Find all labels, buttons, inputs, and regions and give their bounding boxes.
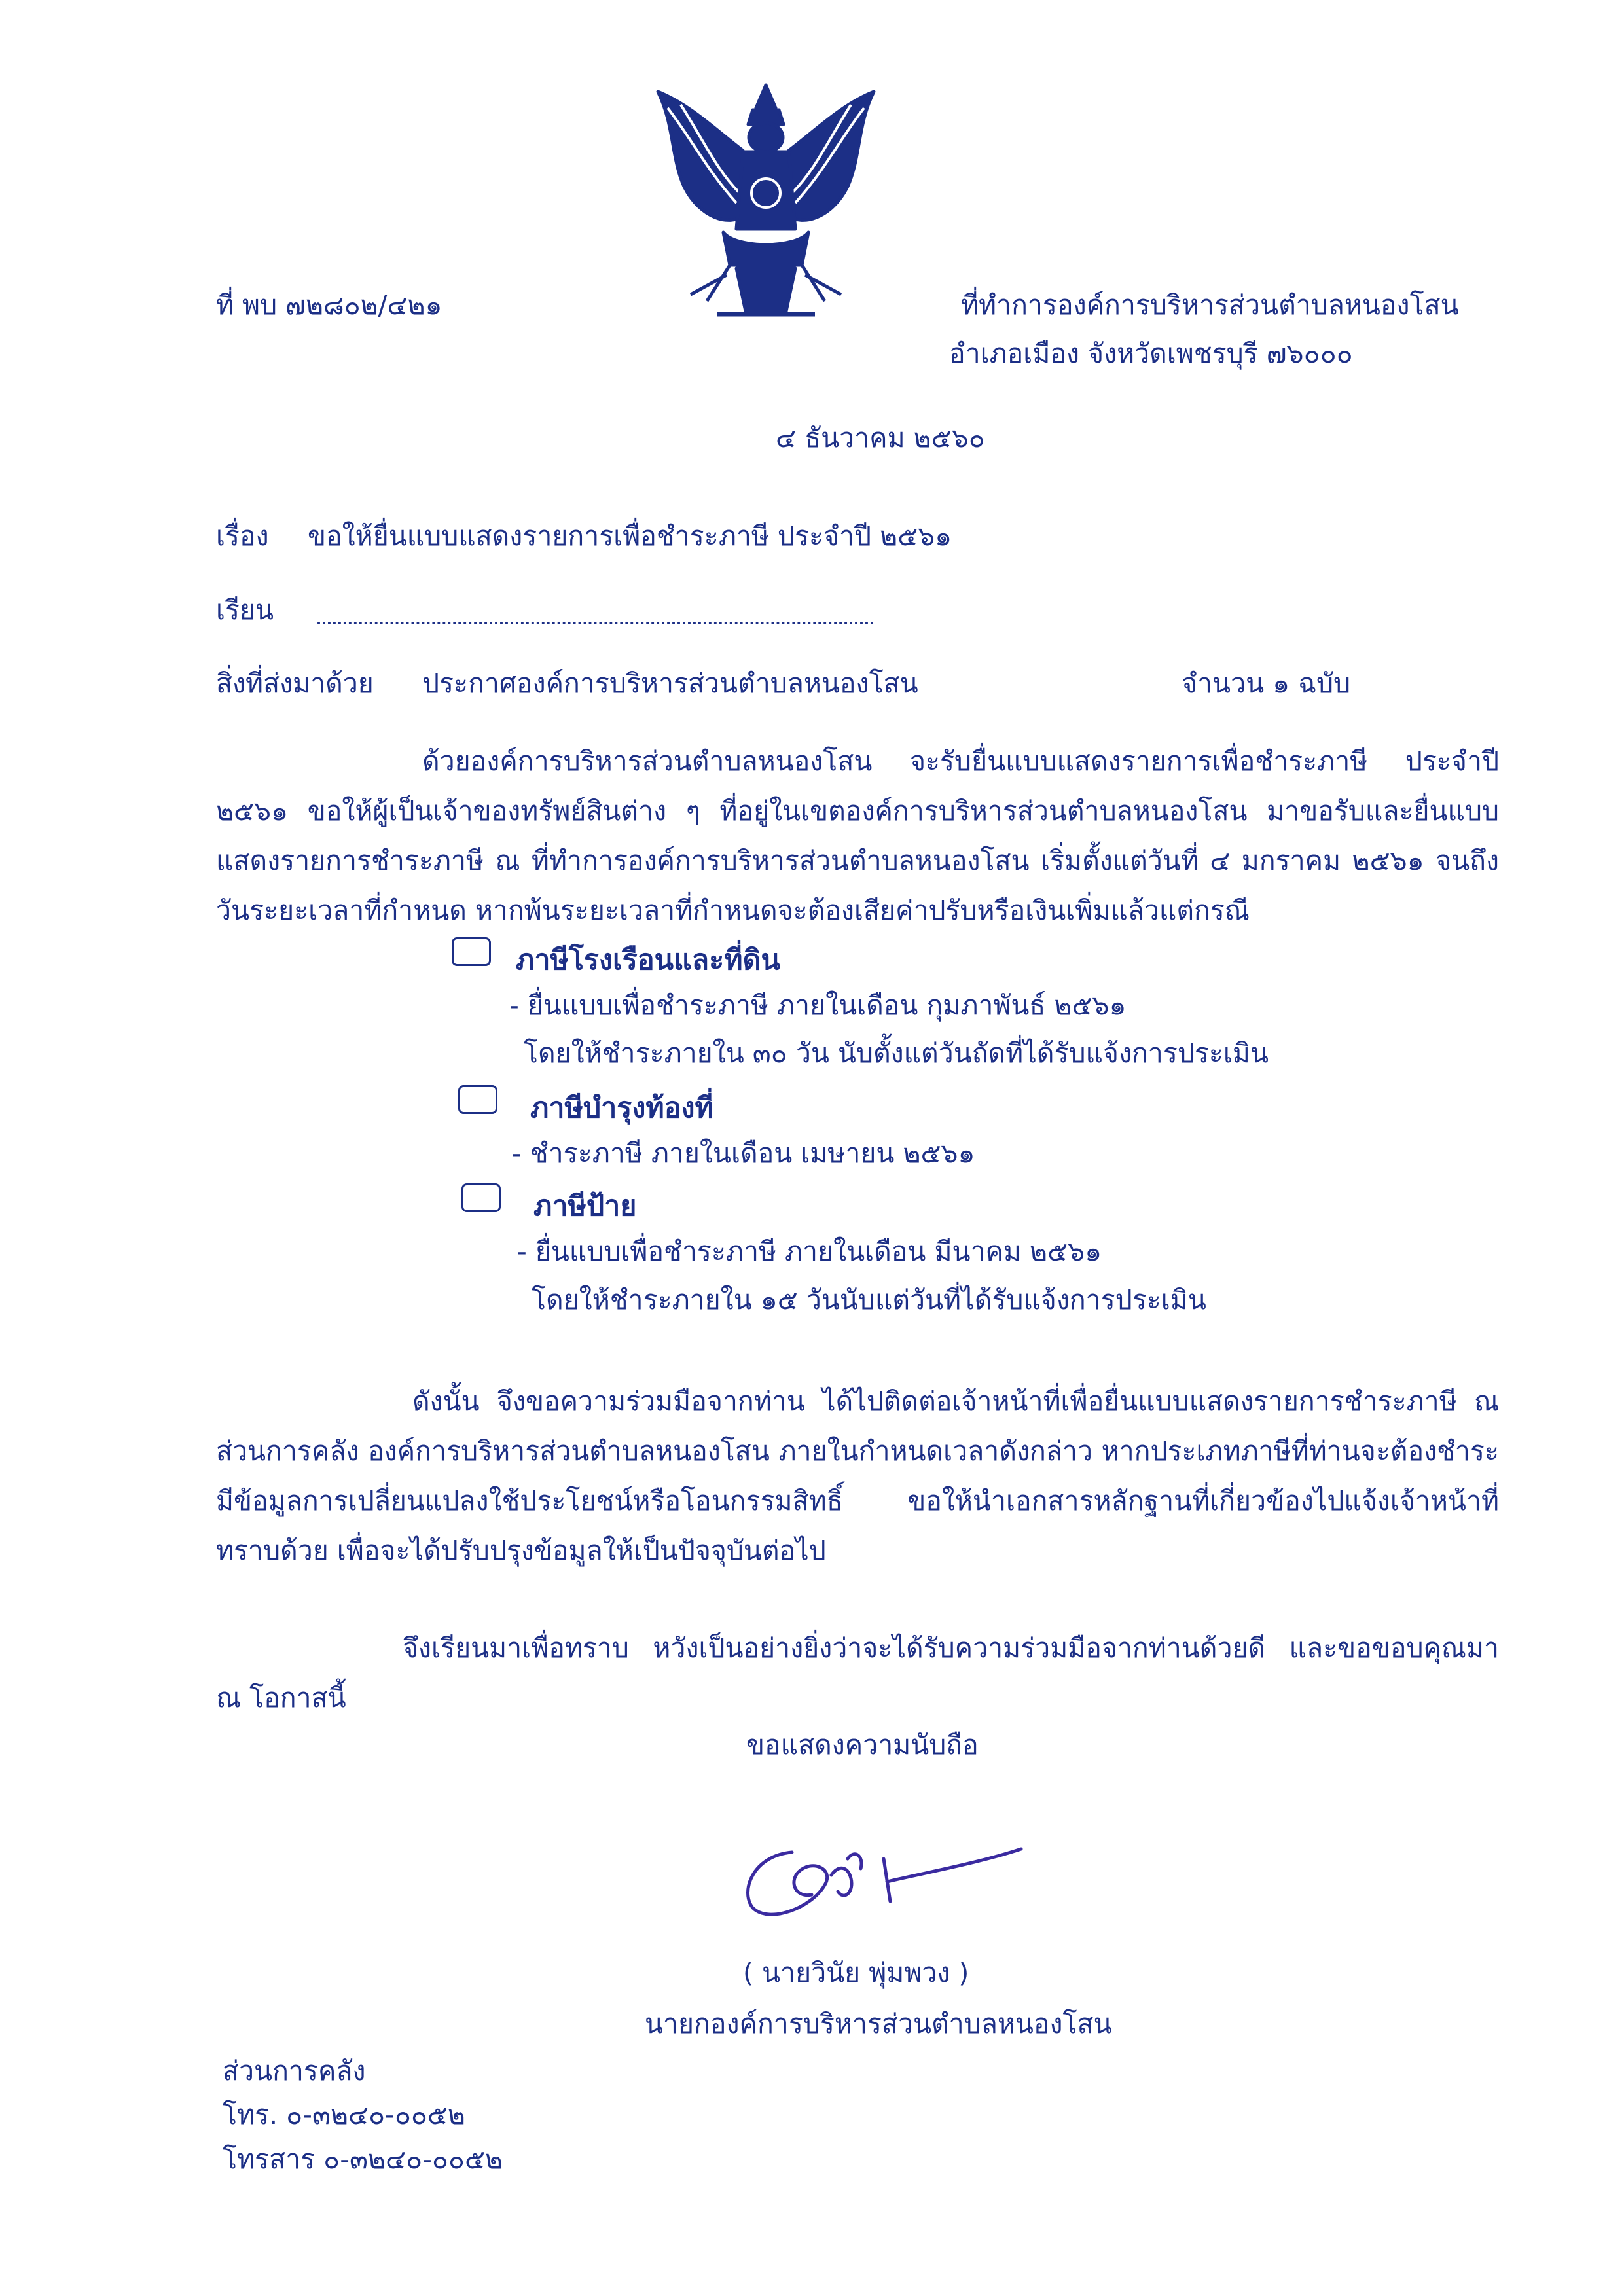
attachment-text: ประกาศองค์การบริหารส่วนตำบลหนองโสน — [422, 668, 918, 699]
garuda-emblem-icon — [645, 79, 887, 327]
body-paragraph-1: ด้วยองค์การบริหารส่วนตำบลหนองโสน จะรับยื่นแบบแสดงรายการเพื่อชำระภาษี ประจำปี ๒๕๖๑ ขอให้ผู้เป็นเจ้าของทรัพย์สินต่าง ๆ ที่อยู่ในเขตองค์การบริหารส่วนตำบลหนองโสน มาขอรับและยื่นแบบแสดงรายการชำระภาษี ณ ที่ทำการองค์การบริหารส่วนตำบลหนองโสน เริ่มตั้งแต่วันที่ ๔ มกราคม ๒๕๖๑ จนถึงวันระยะเวลาที่กำหนด หากพ้นระยะเวลาที่กำหนดจะต้องเสียค่าปรับหรือเงินเพิ่มแล้วแต่กรณี — [216, 745, 1499, 926]
recipient-blank-line — [317, 622, 874, 624]
tax-item-line: - ชำระภาษี ภายในเดือน เมษายน ๒๕๖๑ — [512, 1138, 975, 1169]
signer-name: ( นายวินัย พุ่มพวง ) — [743, 1957, 969, 1988]
checkbox-icon — [452, 937, 491, 966]
attachment-label: สิ่งที่ส่งมาด้วย — [216, 668, 374, 699]
footer-department: ส่วนการคลัง — [223, 2055, 366, 2087]
footer-fax: โทรสาร ๐-๓๒๔๐-๐๐๕๒ — [223, 2144, 503, 2175]
checkbox-icon — [461, 1183, 501, 1212]
footer-phone: โทร. ๐-๓๒๔๐-๐๐๕๒ — [223, 2099, 465, 2130]
subject-label: เรื่อง — [216, 520, 269, 552]
attachment-count: จำนวน ๑ ฉบับ — [1182, 668, 1351, 699]
tax-item-line: โดยให้ชำระภายใน ๑๕ วันนับแต่วันที่ได้รับแจ้งการประเมิน — [532, 1284, 1206, 1316]
salutation-label: เรียน — [216, 594, 274, 626]
closing-regards: ขอแสดงความนับถือ — [746, 1729, 979, 1761]
subject-text: ขอให้ยื่นแบบแสดงรายการเพื่อชำระภาษี ประจำปี ๒๕๖๑ — [308, 520, 952, 552]
signer-title: นายกองค์การบริหารส่วนตำบลหนองโสน — [645, 2008, 1112, 2039]
body-paragraph-2: ดังนั้น จึงขอความร่วมมือจากท่าน ได้ไปติดต่อเจ้าหน้าที่เพื่อยื่นแบบแสดงรายการชำระภาษี ณ ส่วนการคลัง องค์การบริหารส่วนตำบลหนองโสน ภายในกำหนดเวลาดังกล่าว หากประเภทภาษีที่ท่านจะต้องชำระมีข้อมูลการเปลี่ยนแปลงใช้ประโยชน์หรือโอนกรรมสิทธิ์ ขอให้นำเอกสารหลักฐานที่เกี่ยวข้องไปแจ้งเจ้าหน้าที่ทราบด้วย เพื่อจะได้ปรับปรุงข้อมูลให้เป็นปัจจุบันต่อไป — [216, 1386, 1499, 1566]
tax-item-title-property: ภาษีโรงเรือนและที่ดิน — [516, 944, 780, 977]
tax-item-line: - ยื่นแบบเพื่อชำระภาษี ภายในเดือน มีนาคม ๒๕๖๑ — [517, 1236, 1102, 1267]
office-address-line1: ที่ทำการองค์การบริหารส่วนตำบลหนองโสน — [961, 289, 1459, 321]
tax-item-line: - ยื่นแบบเพื่อชำระภาษี ภายในเดือน กุมภาพันธ์ ๒๕๖๑ — [509, 990, 1127, 1021]
office-address-line2: อำเภอเมือง จังหวัดเพชรบุรี ๗๖๐๐๐ — [949, 338, 1353, 369]
tax-item-title-local-maintenance: ภาษีบำรุงท้องที่ — [530, 1092, 713, 1124]
checkbox-icon — [458, 1085, 497, 1114]
tax-item-title-signboard: ภาษีป้าย — [533, 1190, 637, 1223]
reference-number: ที่ พบ ๗๒๘๐๒/๔๒๑ — [216, 289, 442, 321]
tax-item-line: โดยให้ชำระภายใน ๓๐ วัน นับตั้งแต่วันถัดที่ได้รับแจ้งการประเมิน — [524, 1037, 1269, 1069]
signature-mark — [733, 1820, 1034, 1931]
body-paragraph-3: จึงเรียนมาเพื่อทราบ หวังเป็นอย่างยิ่งว่าจะได้รับความร่วมมือจากท่านด้วยดี และขอขอบคุณมา ณ โอกาสนี้ — [216, 1632, 1499, 1713]
letter-date: ๔ ธันวาคม ๒๕๖๐ — [776, 422, 985, 454]
